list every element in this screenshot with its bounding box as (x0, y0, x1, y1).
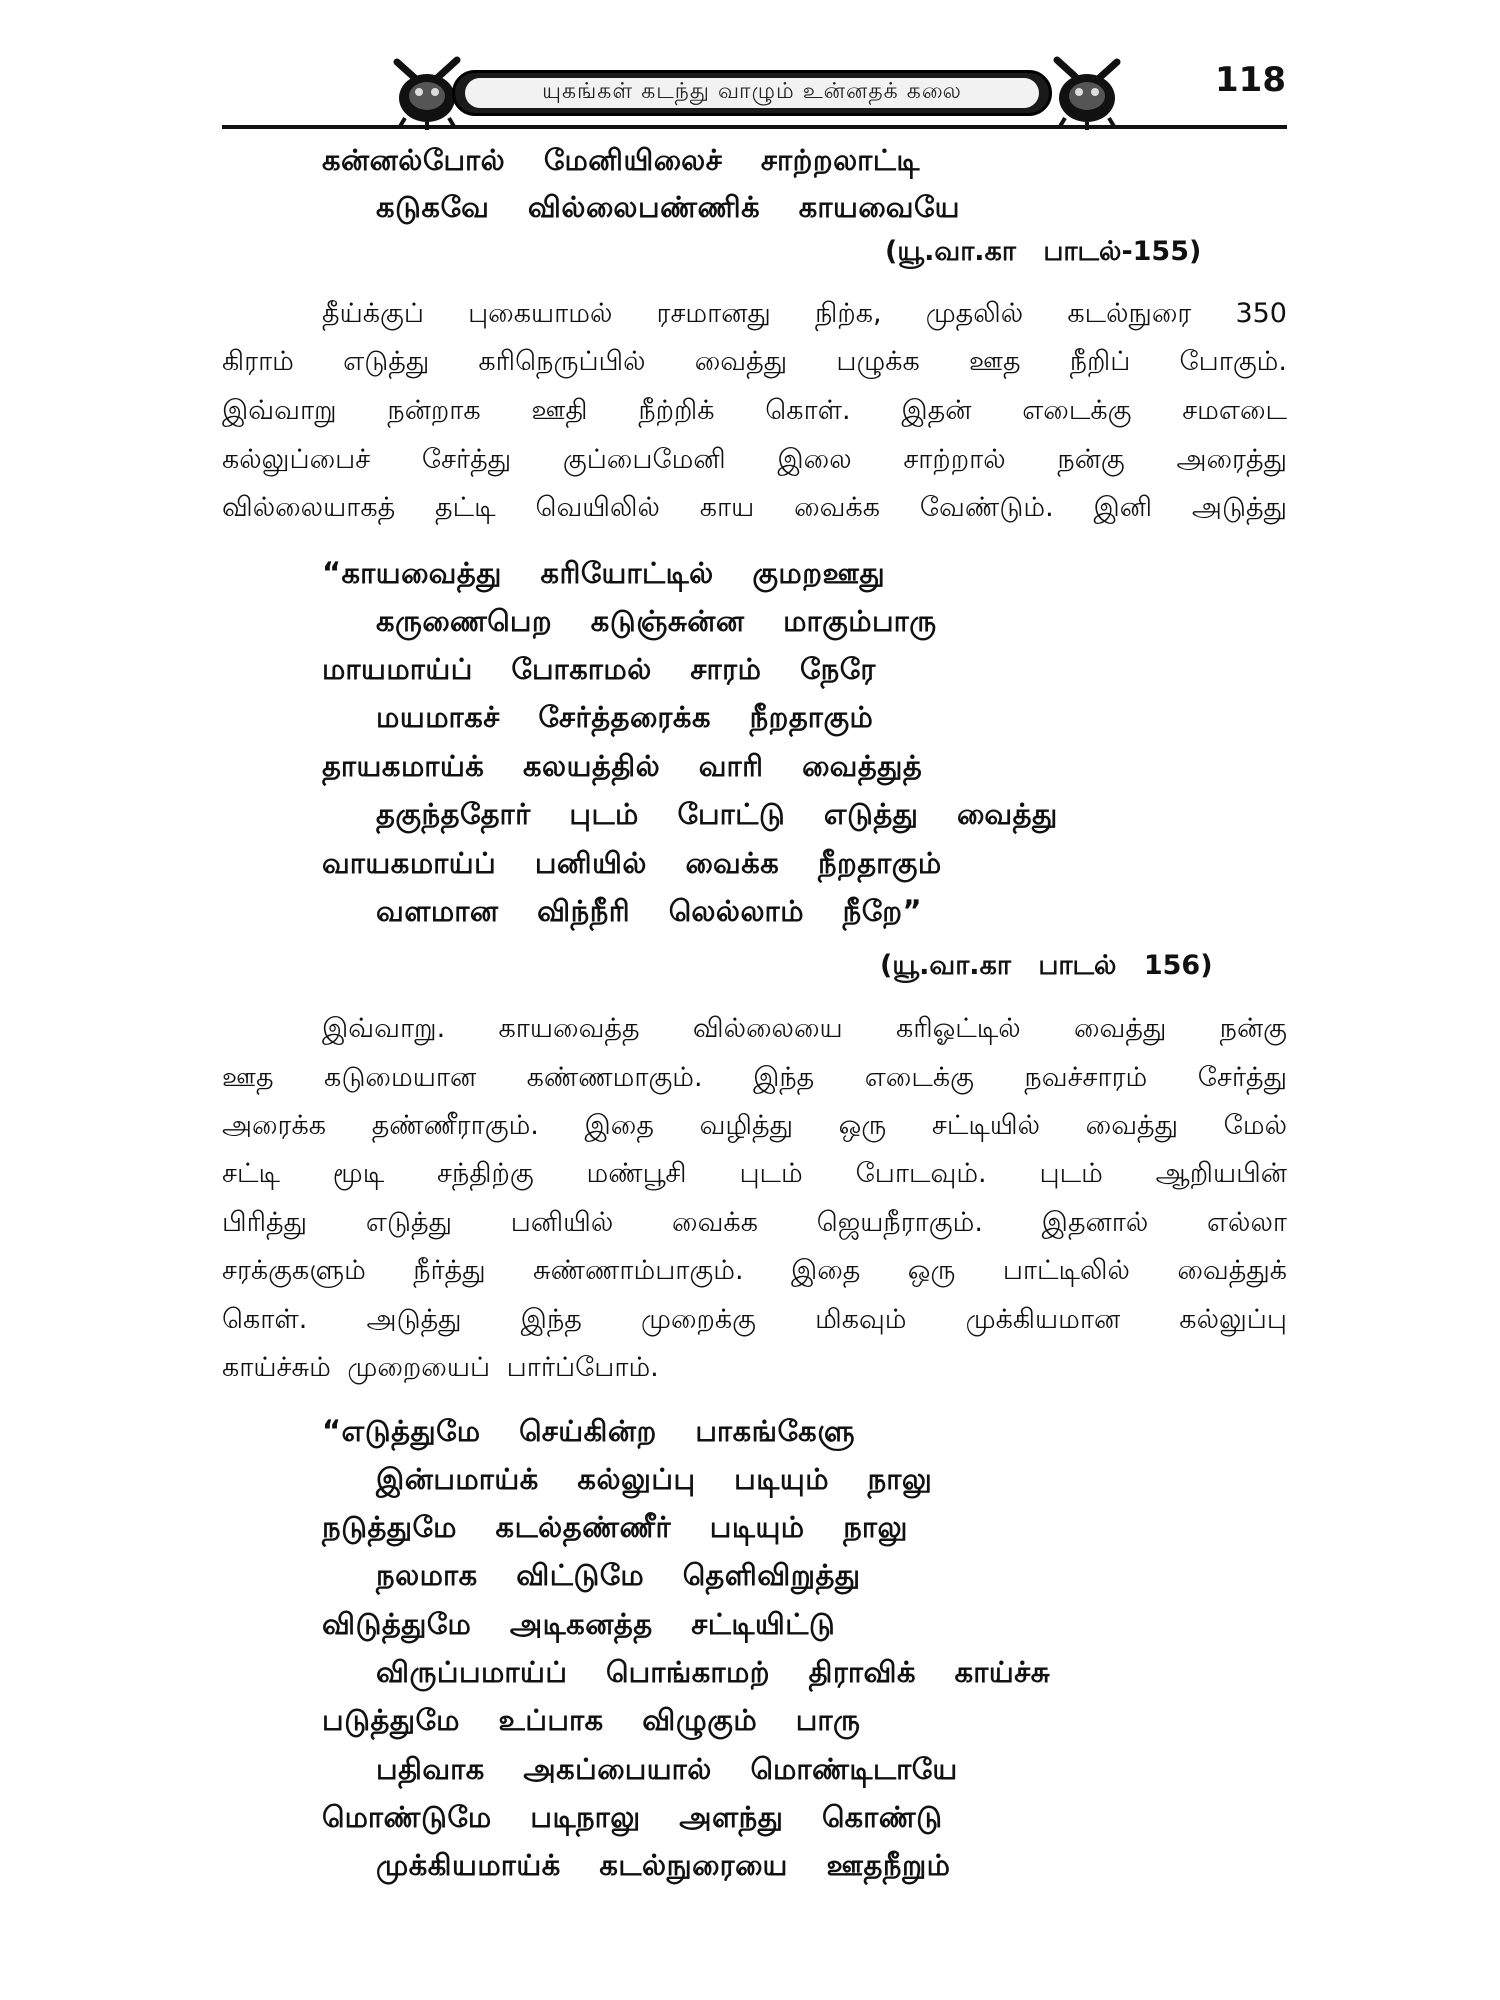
verse-citation: (யூ.வா.கா பாடல்-155) (885, 236, 1202, 267)
verse-line: விடுத்துமே அடிகனத்த சட்டியிட்டு (322, 1607, 836, 1641)
verse-citation: (யூ.வா.கா பாடல் 156) (880, 950, 1213, 981)
paragraph-line: தீய்க்குப் புகையாமல் ரசமானது நிற்க, முதலில் கடல்நுரை 350 (322, 298, 1287, 329)
paragraph-line: அரைக்க தண்ணீராகும். இதை வழித்து ஒரு சட்டியில் வைத்து மேல் (222, 1110, 1287, 1141)
paragraph-line: காய்ச்சும் முறையைப் பார்ப்போம். (222, 1352, 659, 1383)
emblem-icon (1047, 52, 1127, 130)
verse-line: மயமாகச் சேர்த்தரைக்க நீறதாகும் (376, 700, 874, 734)
verse-line: வாயகமாய்ப் பனியில் வைக்க நீறதாகும் (322, 846, 942, 880)
paragraph-line: இவ்வாறு நன்றாக ஊதி நீற்றிக் கொள். இதன் எடைக்கு சமஎடை (222, 395, 1287, 426)
verse-line: மாயமாய்ப் போகாமல் சாரம் நேரே (322, 652, 876, 686)
paragraph-line: சரக்குகளும் நீர்த்து சுண்ணாம்பாகும். இதை ஒரு பாட்டிலில் வைத்துக் (222, 1255, 1287, 1286)
verse-line: முக்கியமாய்க் கடல்நுரையை ஊதநீறும் (376, 1848, 951, 1882)
verse-line: “காயவைத்து கரியோட்டில் குமறஊது (322, 556, 886, 590)
verse-line: படுத்துமே உப்பாக விழுகும் பாரு (322, 1703, 861, 1737)
header-divider (222, 125, 1287, 129)
verse-line: வளமான விந்நீரி லெல்லாம் நீறே” (376, 894, 923, 928)
verse-line: கன்னல்போல் மேனியிலைச் சாற்றலாட்டி (322, 143, 920, 177)
verse-line: தாயகமாய்க் கலயத்தில் வாரி வைத்துத் (322, 749, 923, 783)
verse-line: நலமாக விட்டுமே தெளிவிறுத்து (376, 1558, 861, 1592)
paragraph-line: வில்லையாகத் தட்டி வெயிலில் காய வைக்க வேண்டும். இனி அடுத்து (222, 492, 1287, 523)
paragraph-line: பிரித்து எடுத்து பனியில் வைக்க ஜெயநீராகும். இதனால் எல்லா (222, 1207, 1287, 1238)
paragraph-line: ஊத கடுமையான கண்ணமாகும். இந்த எடைக்கு நவச்சாரம் சேர்த்து (222, 1062, 1287, 1093)
verse-line: மொண்டுமே படிநாலு அளந்து கொண்டு (322, 1800, 943, 1834)
verse-line: “எடுத்துமே செய்கின்ற பாகங்கேளு (322, 1414, 856, 1448)
paragraph-line: கொள். அடுத்து இந்த முறைக்கு மிகவும் முக்கியமான கல்லுப்பு (222, 1304, 1287, 1335)
verse-line: கருணைபெற கடுஞ்சுன்ன மாகும்பாரு (376, 604, 937, 638)
paragraph-line: கிராம் எடுத்து கரிநெருப்பில் வைத்து பழுக்க ஊத நீறிப் போகும். (222, 346, 1287, 377)
verse-line: கடுகவே வில்லைபண்ணிக் காயவையே (376, 190, 960, 224)
header-banner (452, 70, 1052, 116)
paragraph-line: இவ்வாறு. காயவைத்த வில்லையை கரிஓட்டில் வைத்து நன்கு (322, 1013, 1287, 1044)
paragraph-line: கல்லுப்பைச் சேர்த்து குப்பைமேனி இலை சாற்றால் நன்கு அரைத்து (222, 444, 1287, 475)
verse-line: நடுத்துமே கடல்தண்ணீர் படியும் நாலு (322, 1510, 908, 1544)
verse-line: இன்பமாய்க் கல்லுப்பு படியும் நாலு (376, 1462, 933, 1496)
running-header (222, 52, 1292, 130)
verse-line: விருப்பமாய்ப் பொங்காமற் திராவிக் காய்ச்சு (376, 1655, 1051, 1689)
paragraph-line: சட்டி மூடி சந்திற்கு மண்பூசி புடம் போடவும். புடம் ஆறியபின் (222, 1158, 1287, 1189)
header-banner-title: யுகங்கள் கடந்து வாழும் உன்னதக் கலை (465, 78, 1039, 108)
verse-line: பதிவாக அகப்பையால் மொண்டிடாயே (376, 1752, 958, 1786)
verse-line: தகுந்ததோர் புடம் போட்டு எடுத்து வைத்து (376, 797, 1058, 831)
page-number: 118 (1215, 60, 1286, 100)
